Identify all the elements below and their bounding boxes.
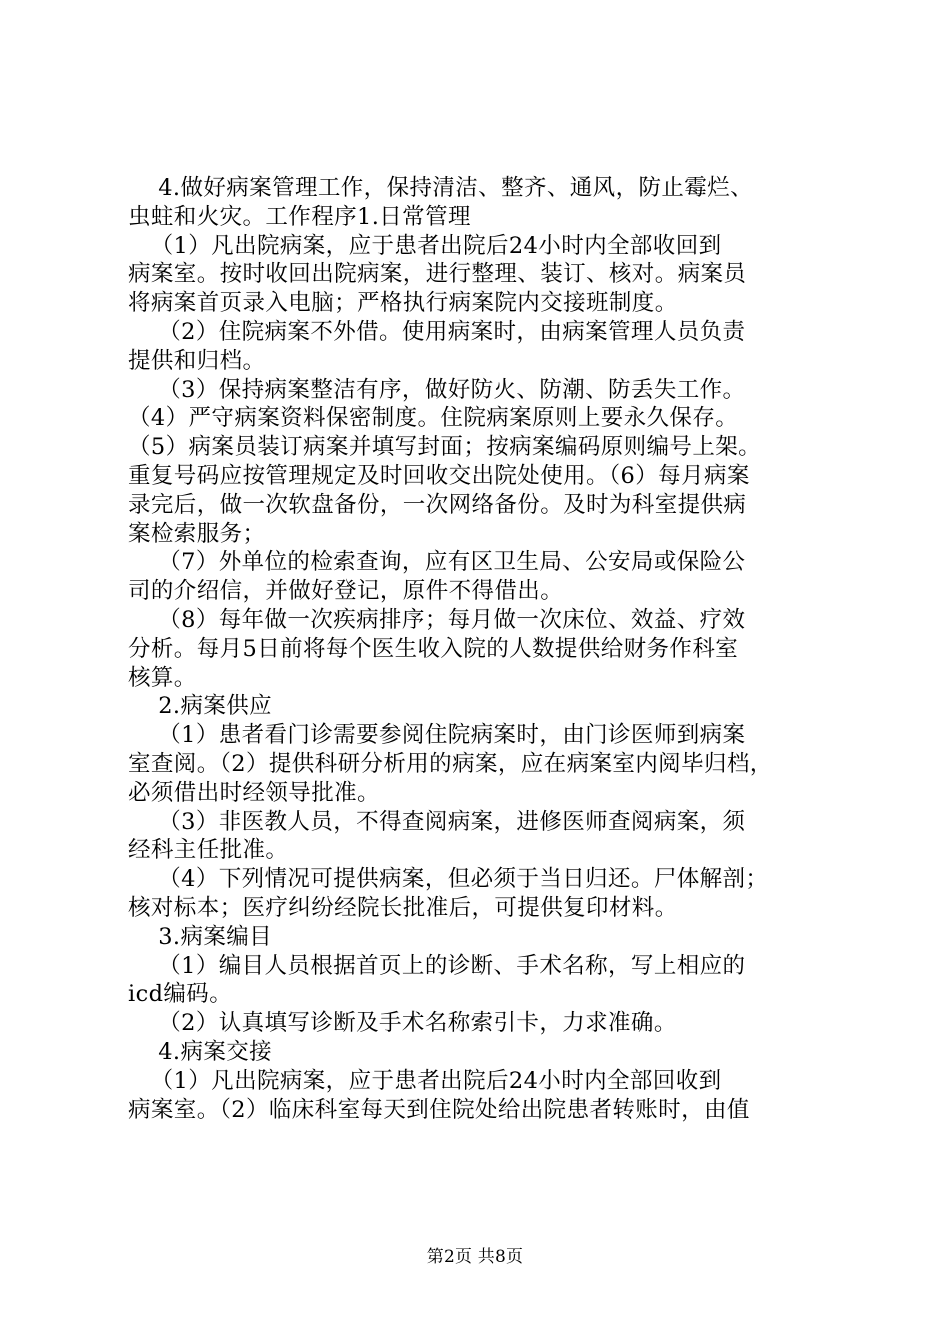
text-line: 录完后，做一次软盘备份，一次网络备份。及时为科室提供病 — [128, 491, 747, 518]
text-line: （2）认真填写诊断及手术名称索引卡，力求准确。 — [128, 1010, 677, 1037]
page-footer — [0, 1246, 950, 1268]
text-line: （1）凡出院病案，应于患者出院后24小时内全部收回到 — [128, 232, 722, 259]
text-line: 案检索服务； — [128, 520, 266, 547]
text-line: 4.做好病案管理工作，保持清洁、整齐、通风，防止霉烂、 — [128, 175, 753, 201]
text-line: 核算。 — [128, 664, 197, 691]
text-line: 必须借出时经领导批准。 — [128, 779, 380, 806]
text-line: 重复号码应按管理规定及时回收交出院处使用。（6）每月病案 — [128, 462, 750, 489]
text-line: （1）凡出院病案，应于患者出院后24小时内全部回收到 — [128, 1067, 722, 1094]
page-number-label: 第2页 共8页 — [426, 1247, 524, 1267]
text-line: （4）严守病案资料保密制度。住院病案原则上要永久保存。 — [128, 405, 739, 432]
text-line: 3.病案编目 — [128, 923, 273, 950]
text-line: （1）患者看门诊需要参阅住院病案时，由门诊医师到病案 — [128, 722, 746, 749]
text-line: 4.病案交接 — [128, 1038, 273, 1065]
text-line: 虫蛀和火灾。工作程序1.日常管理 — [128, 203, 471, 230]
text-line: 经科主任批准。 — [128, 837, 289, 864]
text-line: （5）病案员装订病案并填写封面；按病案编码原则编号上架。 — [128, 434, 762, 461]
text-line: （3）保持病案整洁有序，做好防火、防潮、防丢失工作。 — [128, 376, 746, 403]
text-line: 司的介绍信，并做好登记，原件不得借出。 — [128, 578, 564, 605]
text-line: icd编码。 — [128, 981, 233, 1008]
text-line: （8）每年做一次疾病排序；每月做一次床位、效益、疗效 — [128, 606, 746, 633]
text-line: 病案室。（2）临床科室每天到住院处给出院患者转账时，由值 — [128, 1096, 750, 1123]
text-line: 核对标本；医疗纠纷经院长批准后，可提供复印材料。 — [128, 894, 678, 921]
text-line: （7）外单位的检索查询，应有区卫生局、公安局或保险公 — [128, 549, 746, 576]
text-line: （1）编目人员根据首页上的诊断、手术名称，写上相应的 — [128, 952, 746, 979]
document-body — [128, 174, 844, 1124]
text-line: 将病案首页录入电脑；严格执行病案院内交接班制度。 — [128, 290, 678, 317]
text-line: （4）下列情况可提供病案，但必须于当日归还。尸体解剖； — [128, 866, 769, 893]
text-line: （2）住院病案不外借。使用病案时，由病案管理人员负责 — [128, 318, 746, 345]
text-line: 2.病案供应 — [128, 693, 273, 720]
text-line: 提供和归档。 — [128, 347, 266, 374]
text-line: （3）非医教人员，不得查阅病案，进修医师查阅病案，须 — [128, 808, 746, 835]
text-line: 分析。每月5日前将每个医生收入院的人数提供给财务作科室 — [128, 635, 739, 662]
text-line: 室查阅。（2）提供科研分析用的病案，应在病案室内阅毕归档， — [128, 750, 773, 777]
text-line: 病案室。按时收回出院病案，进行整理、装订、核对。病案员 — [128, 261, 747, 288]
